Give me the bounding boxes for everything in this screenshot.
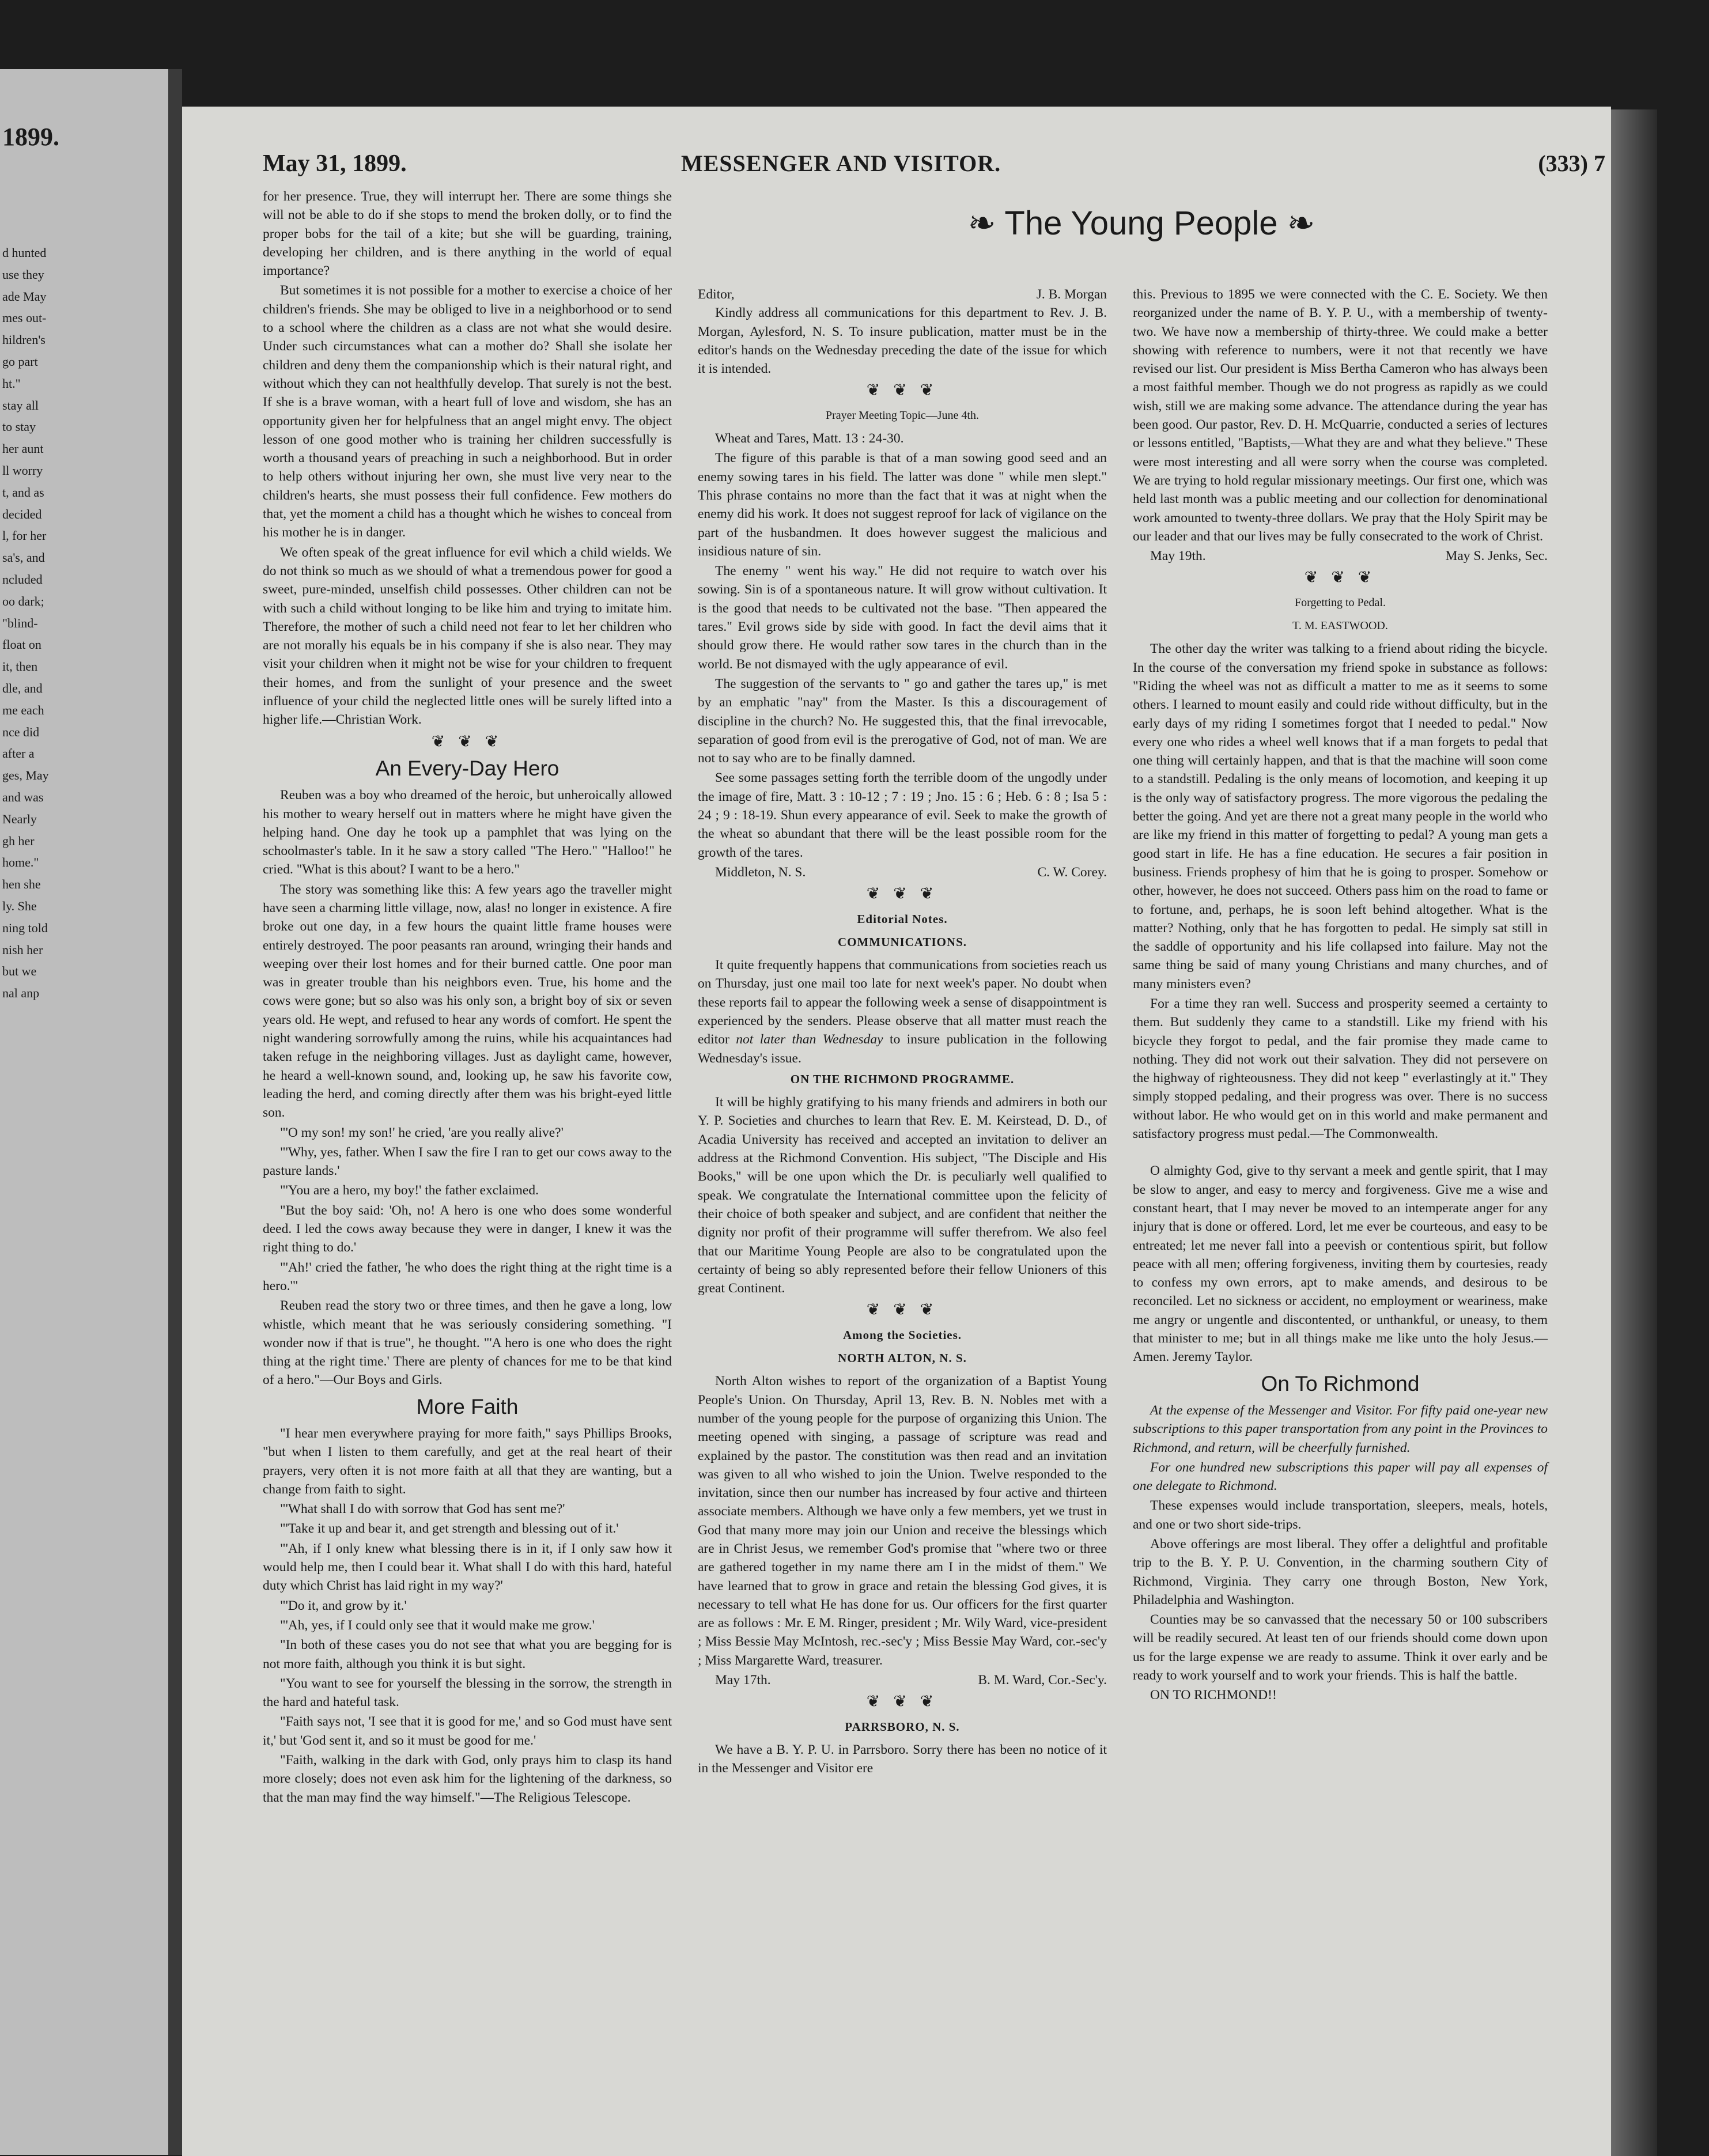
article-paragraph: We have a B. Y. P. U. in Parrsboro. Sorry there has been no notice of it in the Messenger and Visitor ere (698, 1742, 1107, 1776)
editor-name: J. B. Morgan (1036, 287, 1107, 302)
signature-date: May 19th. (1150, 549, 1206, 564)
signature-place: Middleton, N. S. (715, 864, 806, 880)
article-paragraph: The enemy " went his way." He did not require to watch over his sowing. Sin is of a spontaneous nature. It will grow without cultivation. It is the good that needs to be cultivated not the base. "Then appeared the tares." Evil grows side by side with good. In fact the devil aims that it should grow there. He would rather sow tares in the church than in the world. Be not dismayed with the ugly appearance of evil. (698, 563, 1107, 672)
editor-label: Editor, (698, 287, 735, 302)
previous-page-fragment: and was (2, 789, 44, 804)
fleuron-divider: ❦ ❦ ❦ (431, 732, 504, 751)
previous-page-fragment: t, and as (2, 485, 44, 500)
article-paragraph: The other day the writer was talking to a friend about riding the bicycle. In the course of the conversation my friend spoke in substance as follows: "Riding the wheel was not as difficult a matter to me as it seems to some others. I learned to mount easily and could ride without difficulty, but in the early days of my riding I sometimes forgot that I needed to pedal." Now every one who rides a wheel well knows that if a man forgets to pedal that one thing will certainly happen, and that is that the machine will soon come to a standstill. Pedaling is the only means of locomotion, and keeping it up is the only way of satisfactory progress. The more vigorous the pedaling the better the going. And yet are there not a great many people in the world who are like my friend in this matter of forgetting to pedal? A young man gets a good start in life. He has a fine education. He secures a fair position in business. Friends prophesy of him that he is going to prosper. Somehow or other, however, he does not succeed. Others pass him on the road to fame or to fortune, and, perhaps, he is soon left behind altogether. What is the matter? Nothing, only that he has forgotten to pedal. He simply sat still in the saddle of opportunity and his life collapsed into failure. May not the same thing be said of many young Christians and many churches, and of many ministers even? (1133, 641, 1548, 992)
richmond-heading: On To Richmond (1261, 1371, 1420, 1395)
signature-author: May S. Jenks, Sec. (1445, 549, 1548, 564)
north-alton-heading: NORTH ALTON, N. S. (838, 1351, 967, 1366)
previous-page-fragment: me each (2, 702, 44, 717)
previous-page-fragment: hen she (2, 877, 41, 892)
signature-author: C. W. Corey. (1037, 864, 1107, 880)
publication-title: MESSENGER AND VISITOR. (681, 150, 1001, 176)
article-paragraph: "'Take it up and bear it, and get strength and blessing out of it.' (280, 1521, 619, 1537)
prayer-topic-heading: Prayer Meeting Topic—June 4th. (826, 408, 979, 422)
previous-page-fragment: go part (2, 354, 38, 369)
previous-page-fragment: after a (2, 746, 35, 761)
book-page-edges (1611, 109, 1657, 2156)
article-paragraph: See some passages setting forth the terrible doom of the ungodly under the image of fire, Matt. 3 : 10-12 ; 7 : 19 ; Jno. 15 : 6 ; Heb. 6 : 8 ; Isa 5 : 24 ; 9 : 18-19. Shun every appearance of evil. Seek to make the growth of the wheat so abundant that there will be the least possible room for the growth of the tares. (698, 770, 1107, 860)
programme-heading: ON THE RICHMOND PROGRAMME. (790, 1072, 1015, 1086)
article-paragraph: "'You are a hero, my boy!' the father exclaimed. (280, 1183, 539, 1198)
section-banner (897, 203, 1386, 243)
previous-page-fragment: ly. She (2, 898, 37, 913)
article-paragraph: "You want to see for yourself the blessing in the sorrow, the strength in the hard and hateful task. (263, 1675, 672, 1710)
article-paragraph: For a time they ran well. Success and prosperity seemed a certainty to them. But suddenly they came to a standstill. Like my friend with his bicycle they forgot to pedal, and the fair promise they made came to nothing. They did not work out their salvation. They did not persevere on the highway of righteousness. They did not keep " everlastingly at it." They simply stopped pedaling, and their progress was over. There is no success without labor. He who would get on in this world and make permanent and satisfactory progress must pedal.—The Commonwealth. (1133, 996, 1548, 1142)
previous-page-fragment: it, then (2, 659, 38, 674)
article-paragraph: We often speak of the great influence for evil which a child wields. We do not think so much as we should of what a tremendous power for good a sweet, pure-minded, unselfish child possesses. Other children can not be with such a child without longing to be like him and trying to imitate him. Therefore, the mother of such a child need not fear to let her children who are not morally his equals be in his company if she is also near. They may visit your children when it might not be wise for your children to frequent their homes, and from the sunlight of your presence and the sweet influence of your child the neglected little ones will be surely lifted into a higher life.—Christian Work. (263, 544, 672, 728)
previous-page-fragment: gh her (2, 833, 35, 848)
fleuron-divider: ❦ ❦ ❦ (866, 381, 939, 400)
editor-notice: Kindly address all communications for this department to Rev. J. B. Morgan, Aylesford, N. S. To insure publication, matter must be in the editor's hands on the Wednesday preceding the date of the issue for which it is intended. (698, 305, 1107, 377)
article-paragraph: But sometimes it is not possible for a mother to exercise a choice of her children's friends. She may be obliged to live in a neighborhood or to send to a school where the children as a class are not what she would desire. Under such circumstances what can a mother do? Shall she isolate her children and deny them the companionship which is their natural right, and without which they can not healthfully develop. That surely is not the best. If she is a brave woman, with a heart full of love and wisdom, she has an opportunity given her for helpfulness that an angel might envy. The object lesson of one good mother who is training her children successfully is worth a thousand years of preaching in such a neighborhood. But in order to help others without injuring her own, she must live very near to the children's hearts, she must possess their full confidence. Few mothers do that, yet the moment a child has a thought which he wishes to conceal from his mother he is in danger. (263, 283, 672, 540)
fleuron-divider: ❦ ❦ ❦ (1304, 569, 1377, 587)
previous-page-fragment: stay all (2, 398, 39, 413)
article-paragraph: "'Do it, and grow by it.' (280, 1598, 407, 1613)
richmond-offer: At the expense of the Messenger and Visitor. For fifty paid one-year new subscriptions to this paper transportation from any point in the Provinces to Richmond, and return, will be cheerfully furnished. (1133, 1402, 1548, 1455)
previous-page-fragment: ht." (2, 376, 21, 391)
societies-heading: Among the Societies. (842, 1327, 962, 1342)
signature-author: B. M. Ward, Cor.-Sec'y. (978, 1673, 1107, 1688)
previous-page-fragment: ll worry (2, 463, 43, 478)
article-paragraph: "'What shall I do with sorrow that God has sent me?' (280, 1501, 565, 1517)
previous-page-running-head: 1899. (2, 123, 59, 151)
previous-page-fragment: home." (2, 855, 39, 870)
previous-page-fragment: oo dark; (2, 593, 44, 608)
article-paragraph: The figure of this parable is that of a man sowing good seed and an enemy sowing tares in his field. The latter was done " while men slept." This phrase contains no more than the fact that it was at night when the enemy did his work. It does not suggest reproof for lack of vigilance on the part of the husbandmen. It does however suggest the malicious and insidious nature of sin. (698, 451, 1107, 559)
faith-heading: More Faith (416, 1394, 519, 1419)
previous-page-fragment: hildren's (2, 332, 46, 347)
fleuron-divider: ❦ ❦ ❦ (866, 1301, 939, 1319)
previous-page-fragment: nish her (2, 942, 43, 957)
running-head (263, 150, 1605, 184)
prayer-paragraph: O almighty God, give to thy servant a meek and gentle spirit, that I may be slow to anger, and easy to mercy and forgiveness. Give me a wise and constant heart, that I may never be moved to an intemperate anger for any injury that is done or offered. Lord, let me ever be courteous, and easy to be entreated; let me never fall into a peevish or contentious spirit, but follow peace with all men; offering forgiveness, inviting them by courtesies, ready to confess my own errors, apt to make amends, and desirous to be reconciled. Let no sickness or accident, no employment or weariness, make me angry or ungentle and discontented, or unthankful, or uneasy, to them that minister to me; but in all things make me like unto the holy Jesus.—Amen. Jeremy Taylor. (1133, 1163, 1548, 1365)
previous-page-fragment: ning told (2, 920, 48, 935)
previous-page-fragment: ges, May (2, 768, 49, 783)
pedal-heading: Forgetting to Pedal. (1295, 596, 1386, 609)
newspaper-page (182, 107, 1611, 2156)
article-paragraph: North Alton wishes to report of the organization of a Baptist Young People's Union. On Thursday, April 13, Rev. B. N. Nobles met with a number of the young people for the purpose of organizing this Union. The meeting opened with singing, a passage of scripture was read and explained by the pastor. The constitution was then read and an invitation was given to all who wished to join the Union. Twelve responded to the invitation, since then our number has increased by four active and thirteen associate members. Although we have only a few members, yet we trust in God that many more may join our Union and receive the blessings which are in Christ Jesus, we remember God's promise that "where two or three are gathered together in my name there am I in the midst of them." We have learned that to grow in grace and retain the blessing God gives, it is necessary to tell what He has done for us. Our officers for the first quarter are as follows : Mr. E M. Ringer, president ; Mr. Wily Ward, vice-president ; Miss Bessie May McIntosh, rec.-sec'y ; Miss Bessie May Ward, cor.-sec'y ; Miss Margarette Ward, treasurer. (698, 1374, 1107, 1668)
previous-page-fragment: dle, and (2, 680, 43, 695)
issue-date: May 31, 1899. (263, 150, 407, 177)
article-paragraph: Above offerings are most liberal. They offer a delightful and profitable trip to the B. Y. P. U. Convention, in the charming southern City of Richmond, Virginia. They carry one through Boston, New York, Philadelphia and Washington. (1133, 1537, 1548, 1607)
article-paragraph: These expenses would include transportation, sleepers, meals, hotels, and one or two short side-trips. (1133, 1498, 1548, 1532)
leaf-ornament-icon: ❧ (1277, 205, 1315, 242)
previous-page (0, 69, 168, 2155)
previous-page-fragment: d hunted (2, 245, 47, 260)
article-paragraph: "But the boy said: 'Oh, no! A hero is one who does some wonderful deed. I led the cows away because they were in danger, I knew it was the right thing to do.' (263, 1202, 672, 1255)
previous-page-fragment: nce did (2, 724, 40, 739)
richmond-offer: For one hundred new subscriptions this paper will pay all expenses of one delegate to Richmond. (1133, 1459, 1548, 1494)
article-paragraph: "Faith, walking in the dark with God, only prays him to clasp its hand more closely; does not even ask him for the lightening of the darkness, so that the man may find the way himself."—The Religious Telescope. (263, 1753, 672, 1805)
article-paragraph: "'Ah, yes, if I could only see that it would make me grow.' (280, 1617, 595, 1633)
previous-page-fragment: nal anp (2, 986, 40, 1001)
previous-page-fragment: sa's, and (2, 550, 45, 565)
emphasis: not later than Wednesday (736, 1032, 883, 1047)
previous-page-fragment: mes out- (2, 311, 47, 326)
article-paragraph: The suggestion of the servants to " go and gather the tares up," is met by an emphatic "nay" from the Master. Is this a discouragement of discipline in the church? No. He suggested this, that the final irrevocable, separation of good from evil is the prerogative of God, not of man. We are not to say who are to be finally damned. (698, 676, 1107, 766)
fleuron-divider: ❦ ❦ ❦ (866, 1693, 939, 1711)
previous-page-fragment: "blind- (2, 615, 38, 630)
column-1 (263, 187, 672, 1808)
previous-page-fragment: use they (2, 267, 44, 282)
signature-line (698, 863, 1107, 882)
page-number: (333) 7 (1538, 150, 1605, 176)
article-paragraph: "'Ah!' cried the father, 'he who does the right thing at the right time is a hero.'" (263, 1259, 672, 1293)
signature-date: May 17th. (715, 1673, 771, 1688)
previous-page-fragments (2, 242, 164, 1004)
prayer-reference: Wheat and Tares, Matt. 13 : 24-30. (715, 431, 904, 447)
article-paragraph: "'Why, yes, father. When I saw the fire I ran to get our cows away to the pasture lands.' (263, 1144, 672, 1179)
article-paragraph: Counties may be so canvassed that the necessary 50 or 100 subscribers will be readily secured. At least ten of our friends should come down upon us for the large expense we are ready to assume. Think it over early and be ready to work yourself and to work your friends. This is half the battle. (1133, 1612, 1548, 1684)
article-paragraph: "In both of these cases you do not see that what you are begging for is not more faith, although you think it is but sight. (263, 1637, 672, 1671)
article-paragraph: this. Previous to 1895 we were connected with the C. E. Society. We then reorganized under the name of B. Y. P. U., with a membership of twenty-two. We have now a membership of thirty-three. We could make a better showing with reference to numbers, were it not that recently we have revised our list. Our president is Miss Bertha Cameron who has always been a most faithful member. Though we do not progress as rapidly as we could wish, still we are making some advance. The attendance during the year has been good. Our pastor, Rev. D. H. McQuarrie, conducted a series of lectures or lessons entitled, "Baptists,—What they are and what they believe." These were most interesting and all were sorry when the course was completed. We are trying to hold regular missionary meetings. Our first one, which was held last month was a public meeting and our collection for denominational work amounted to twenty-three dollars. We pray that the Holy Spirit may be our leader and that our lives may be fully consecrated to the work of Christ. (1133, 287, 1548, 544)
signature-line (698, 1671, 1107, 1689)
hero-heading: An Every-Day Hero (375, 756, 559, 780)
parrsboro-heading: PARRSBORO, N. S. (845, 1719, 960, 1734)
pedal-author: T. M. EASTWOOD. (1292, 619, 1388, 633)
previous-page-fragment: Nearly (2, 811, 37, 826)
editor-line (698, 285, 1107, 304)
previous-page-fragment: her aunt (2, 441, 44, 456)
article-paragraph: The story was something like this: A few years ago the traveller might have seen a charming little village, now, alas! no longer in existence. A fire broke out one day, in a few hours the quaint little frame houses were entirely destroyed. The poor peasants ran around, wringing their hands and weeping over their lost homes and for their burned cattle. One poor man was in greater trouble than his neighbors even. True, his home and the cows were gone; but so also was his only son, a bright boy of six or seven years old. He wept, and refused to hear any words of comfort. He spent the night wandering sorrowfully among the ruins, while his acquaintances had taken refuge in the neighboring villages. Just as daylight came, however, he heard a well-known sound, and, looking up, he saw his favorite cow, leading the herd, and coming directly after them was his bright-eyed little son. (263, 882, 672, 1121)
article-paragraph: for her presence. True, they will interrupt her. There are some things she will not be able to do if she stops to mend the broken dolly, or to find the proper bobs for the tail of a kite; but she will be guarding, training, developing her children, and is there anything in the world of equal importance? (263, 189, 672, 279)
previous-page-fragment: ade May (2, 289, 47, 304)
editorial-heading: Editorial Notes. (857, 911, 948, 926)
communications-paragraph: It quite frequently happens that communications from societies reach us on Thursday, just one mail too late for next week's paper. No doubt when these reports fail to appear the following week a sense of disappointment is experienced by the senders. Please observe that all matter must reach the editor not later than Wednesday to insure publication in the following Wednesday's issue. (698, 958, 1107, 1066)
previous-page-fragment: decided (2, 506, 42, 521)
book-gutter (168, 69, 182, 2155)
previous-page-fragment: l, for her (2, 528, 47, 543)
article-paragraph: Reuben read the story two or three times, and then he gave a long, low whistle, which meant that he was seriously considering something. "I wonder now if that is true", he thought. "'A hero is one who does the right thing at the right time.' There are plenty of chances for me to be that kind of a hero."—Our Boys and Girls. (263, 1298, 672, 1388)
article-paragraph: "'O my son! my son!' he cried, 'are you really alive?' (280, 1125, 564, 1140)
article-paragraph: "Faith says not, 'I see that it is good for me,' and so God must have sent it,' but 'God sent it, and so it must be good for me.' (263, 1714, 672, 1748)
article-paragraph: "'Ah, if I only knew what blessing there is in it, if I only saw how it would help me, then I could bear it. What shall I do with this hard, hateful duty which Christ has laid right in my way?' (263, 1541, 672, 1594)
previous-page-fragment: float on (2, 637, 41, 652)
previous-page-fragment: to stay (2, 419, 36, 434)
previous-page-fragment: ncluded (2, 572, 43, 587)
richmond-closing: ON TO RICHMOND!! (1150, 1688, 1277, 1703)
article-paragraph: It will be highly gratifying to his many friends and admirers in both our Y. P. Societies and churches to learn that Rev. E. M. Keirstead, D. D., of Acadia University has received and accepted an invitation to deliver an address at the Richmond Convention. His subject, "The Disciple and His Books," will be one upon which the Dr. is peculiarly well qualified to speak. We congratulate the International committee upon the felicity of their choice of both speaker and subject, and are confident that neither the dignity nor profit of their programme will suffer therefrom. We also feel that our Maritime Young People are also to be congratulated upon the certainty of being so ably represented before their fellow Unioners of this great Continent. (698, 1095, 1107, 1296)
previous-page-fragment: but we (2, 964, 37, 979)
section-title: The Young People (1004, 205, 1278, 242)
column-2 (698, 285, 1107, 1779)
article-paragraph: "I hear men everywhere praying for more faith," says Phillips Brooks, "but when I listen to them carefully, and get at the real heart of their prayers, very often it is not more faith at all that they are wanting, but a change from faith to sight. (263, 1426, 672, 1497)
leaf-ornament-icon: ❧ (967, 205, 1005, 242)
article-paragraph: Reuben was a boy who dreamed of the heroic, but unheroically allowed his mother to weary herself out in matters where he might have given the helping hand. One day he took up a pamphlet that was lying on the schoolmaster's table. In it he saw a story called "The Hero." "Halloo!" he cried. "What is this about? I want to be a hero." (263, 788, 672, 877)
column-3 (1133, 285, 1548, 1706)
fleuron-divider: ❦ ❦ ❦ (866, 885, 939, 903)
signature-line (1133, 547, 1548, 565)
communications-heading: COMMUNICATIONS. (837, 935, 967, 949)
